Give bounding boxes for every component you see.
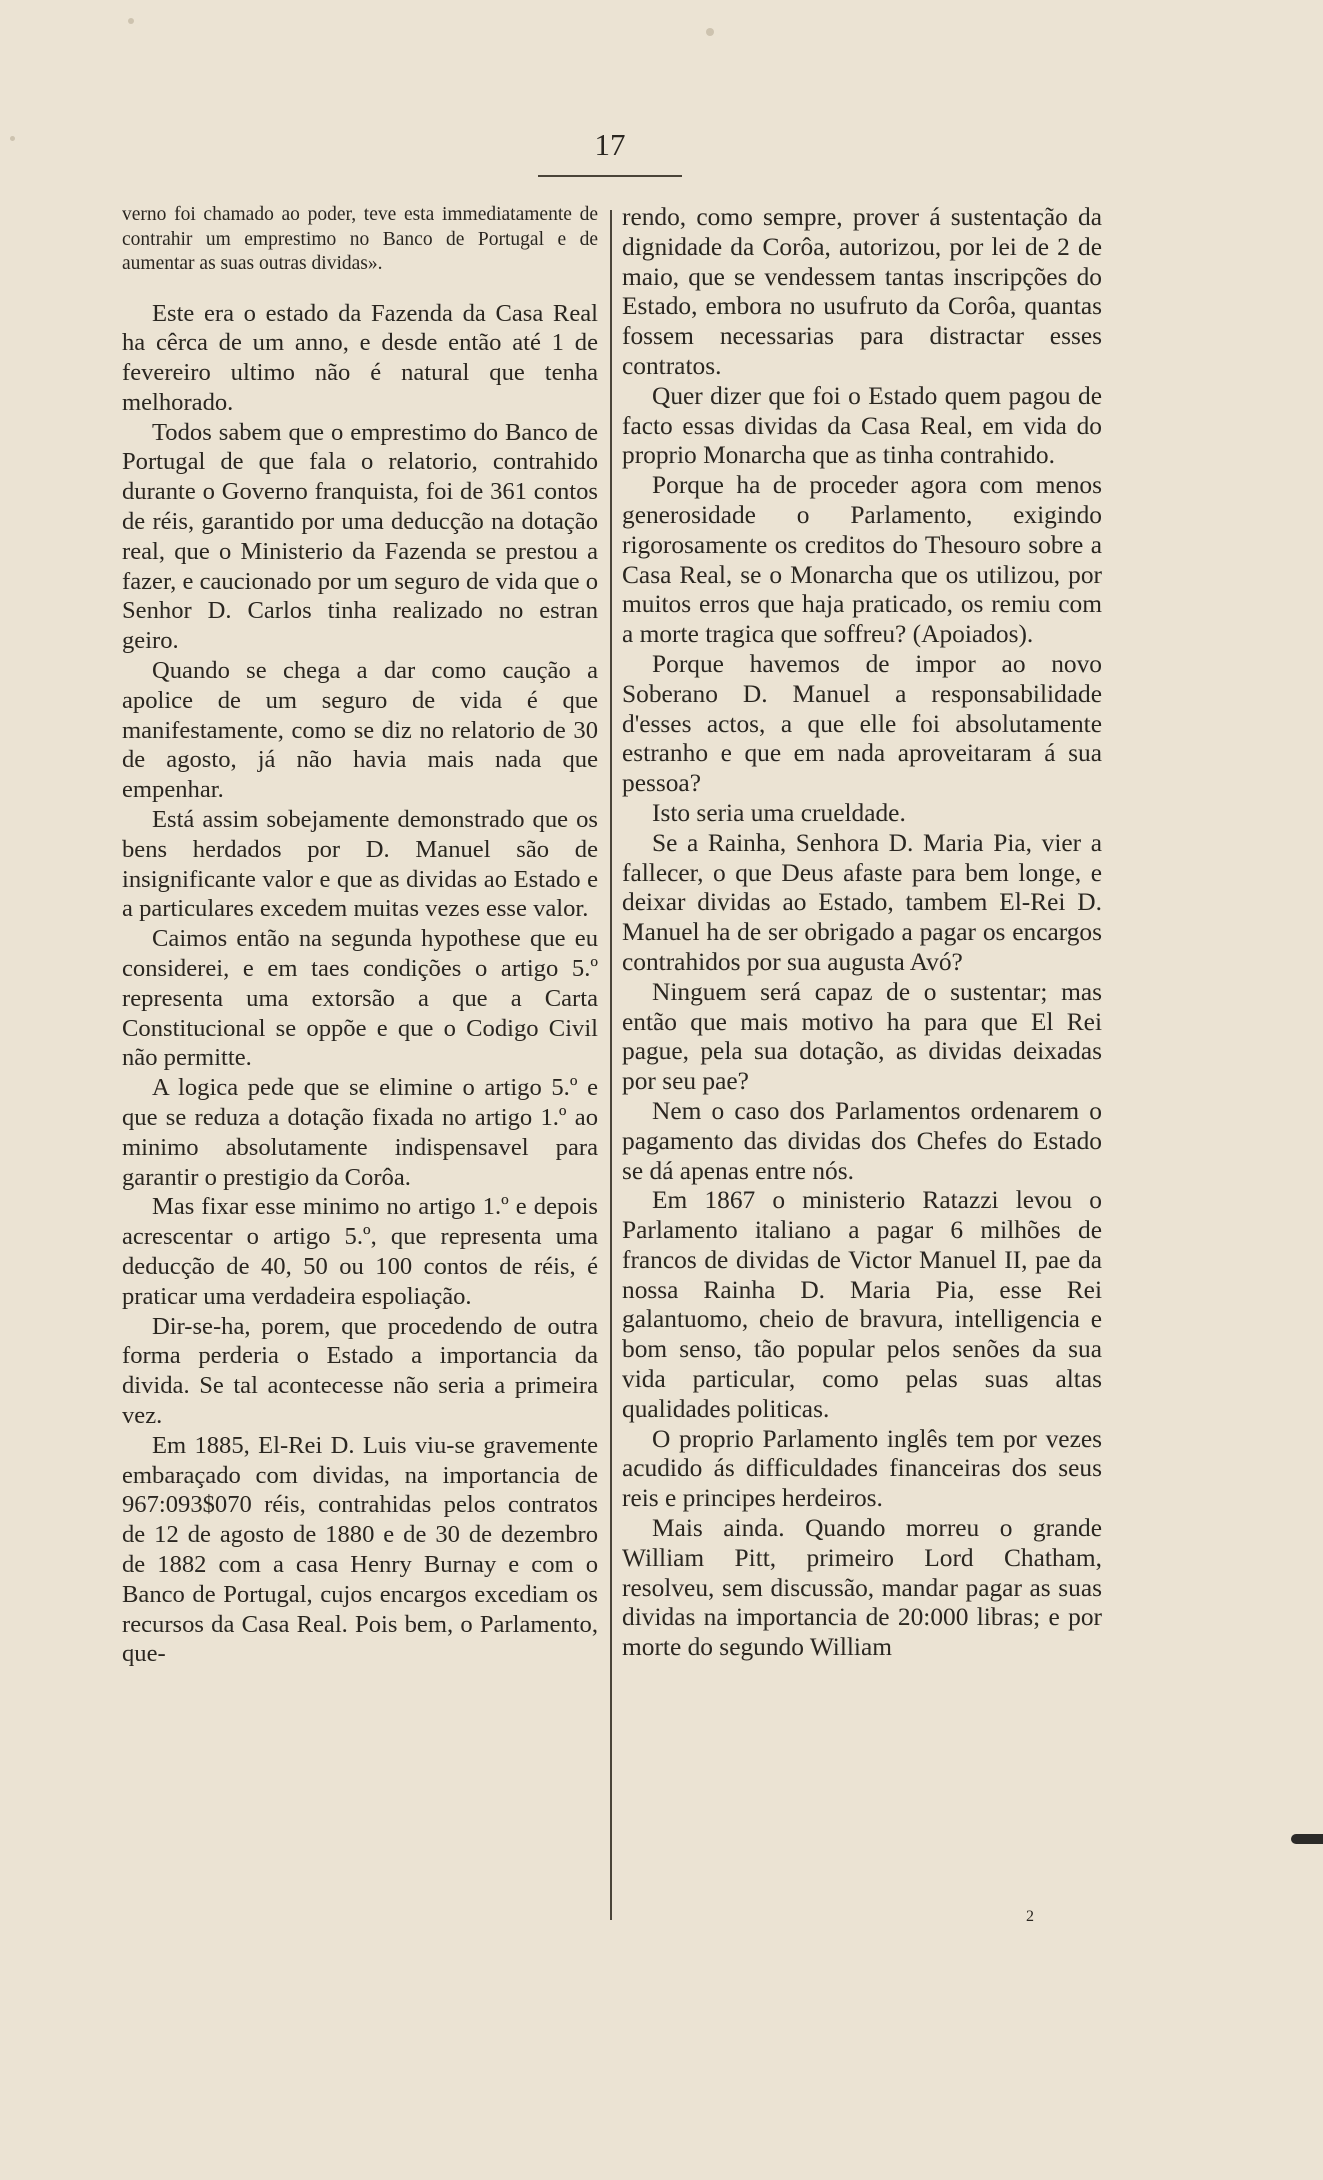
paragraph: Mais ainda. Quando morreu o grande William Pitt, primeiro Lord Chatham, resolveu, sem discussão, mandar pagar as suas dividas na importancia de 20:000 libras; e por morte do segundo William [622, 1514, 1102, 1662]
ink-blot [1291, 1834, 1323, 1844]
paragraph: Todos sabem que o emprestimo do Banco de Portugal de que fala o relatorio, contrahido durante o Governo franquista, foi de 361 contos de réis, garantido por uma deducção na dotação real, que o Ministerio da Fazenda se prestou a fazer, e caucionado por um seguro de vida que o Senhor D. Carlos tinha realizado no estran geiro. [122, 418, 598, 655]
page-number: 17 [594, 127, 626, 162]
paragraph: Porque ha de proceder agora com menos generosidade o Parlamento, exigindo rigorosamente os creditos do Thesouro sobre a Casa Real, se o Monarcha que os utilizou, por muitos erros que haja praticado, os remiu com a morte tragica que soffreu? (Apoiados). [622, 471, 1102, 649]
paragraph: Em 1885, El-Rei D. Luis viu-se gravemente embaraçado com dividas, na importancia de 967:093$070 réis, contrahidas pelos contratos de 12 de agosto de 1880 e de 30 de dezembro de 1882 com a casa Henry Burnay e com o Banco de Portugal, cujos encargos excediam os recursos da Casa Real. Pois bem, o Parlamento, que- [122, 1431, 598, 1668]
paragraph-continuation: rendo, como sempre, prover á sustentação da dignidade da Corôa, autorizou, por lei de 2 de maio, que se vendessem tantas inscripções do Estado, embora no usufruto da Corôa, quantas fossem necessarias para distractar esses contratos. [622, 203, 1102, 380]
paragraph: Este era o estado da Fazenda da Casa Real ha cêrca de um anno, e desde então até 1 de fevereiro ultimo não é natural que tenha melhorado. [122, 299, 598, 416]
paragraph: Ninguem será capaz de o sustentar; mas então que mais motivo ha para que El Rei pague, pela sua dotação, as dividas deixadas por seu pae? [622, 977, 1102, 1096]
paragraph: A logica pede que se elimine o artigo 5.º e que se reduza a dotação fixada no artigo 1.º ao minimo absolutamente indispensavel para garantir o prestigio da Corôa. [122, 1074, 598, 1191]
signature-mark: 2 [1026, 1908, 1034, 1925]
header-rule [538, 175, 682, 177]
paragraph: Se a Rainha, Senhora D. Maria Pia, vier a fallecer, o que Deus afaste para bem longe, e deixar dividas ao Estado, tambem El-Rei D. Manuel ha de ser obrigado a pagar os encargos contrahidos por sua augusta Avó? [622, 828, 1102, 976]
paragraph: Está assim sobejamente demonstrado que os bens herdados por D. Manuel são de insignificante valor e que as dividas ao Estado e a particulares excedem muitas vezes esse valor. [122, 806, 598, 923]
paragraph: Quando se chega a dar como caução a apolice de um seguro de vida é que manifestamente, como se diz no relatorio de 30 de agosto, já não havia mais nada que empenhar. [122, 657, 598, 804]
paper-spot [706, 28, 714, 36]
right-column [622, 203, 1102, 1663]
paragraph: Dir-se-ha, porem, que procedendo de outra forma perderia o Estado a importancia da divida. Se tal acontecesse não seria a primeira vez. [122, 1312, 598, 1429]
paragraph: Nem o caso dos Parlamentos ordenarem o pagamento das dividas dos Chefes do Estado se dá apenas entre nós. [622, 1096, 1102, 1185]
paragraph: O proprio Parlamento inglês tem por vezes acudido ás difficuldades financeiras dos seus reis e principes herdeiros. [622, 1424, 1102, 1513]
quoted-excerpt: verno foi chamado ao poder, teve esta immediatamente de contrahir um emprestimo no Banco de Portugal e de aumentar as suas outras dividas». [122, 204, 598, 274]
paragraph: Quer dizer que foi o Estado quem pagou de facto essas dividas da Casa Real, em vida do proprio Monarcha que as tinha contrahido. [622, 381, 1102, 470]
paragraph: Porque havemos de impor ao novo Soberano D. Manuel a responsabilidade d'esses actos, a que elle foi absolutamente estranho e que em nada aproveitaram á sua pessoa? [622, 649, 1102, 798]
left-column [122, 203, 598, 1669]
paper-spot [128, 18, 134, 24]
paragraph: Mas fixar esse minimo no artigo 1.º e depois acrescentar o artigo 5.º, que representa uma deducção de 40, 50 ou 100 contos de réis, é praticar uma verdadeira espoliação. [122, 1193, 598, 1310]
paragraph: Isto seria uma crueldade. [652, 798, 906, 827]
paragraph: Em 1867 o ministerio Ratazzi levou o Parlamento italiano a pagar 6 milhões de francos de dividas de Victor Manuel II, pae da nossa Rainha D. Maria Pia, esse Rei galantuomo, cheio de bravura, intelligencia e bom senso, tão popular pelos senões da sua vida particular, como pelas suas altas qualidades politicas. [622, 1186, 1102, 1423]
paper-spot [10, 136, 15, 141]
column-divider [610, 210, 612, 1920]
paragraph: Caimos então na segunda hypothese que eu considerei, e em taes condições o artigo 5.º representa uma extorsão a que a Carta Constitucional se oppõe e que o Codigo Civil não permitte. [122, 925, 598, 1072]
